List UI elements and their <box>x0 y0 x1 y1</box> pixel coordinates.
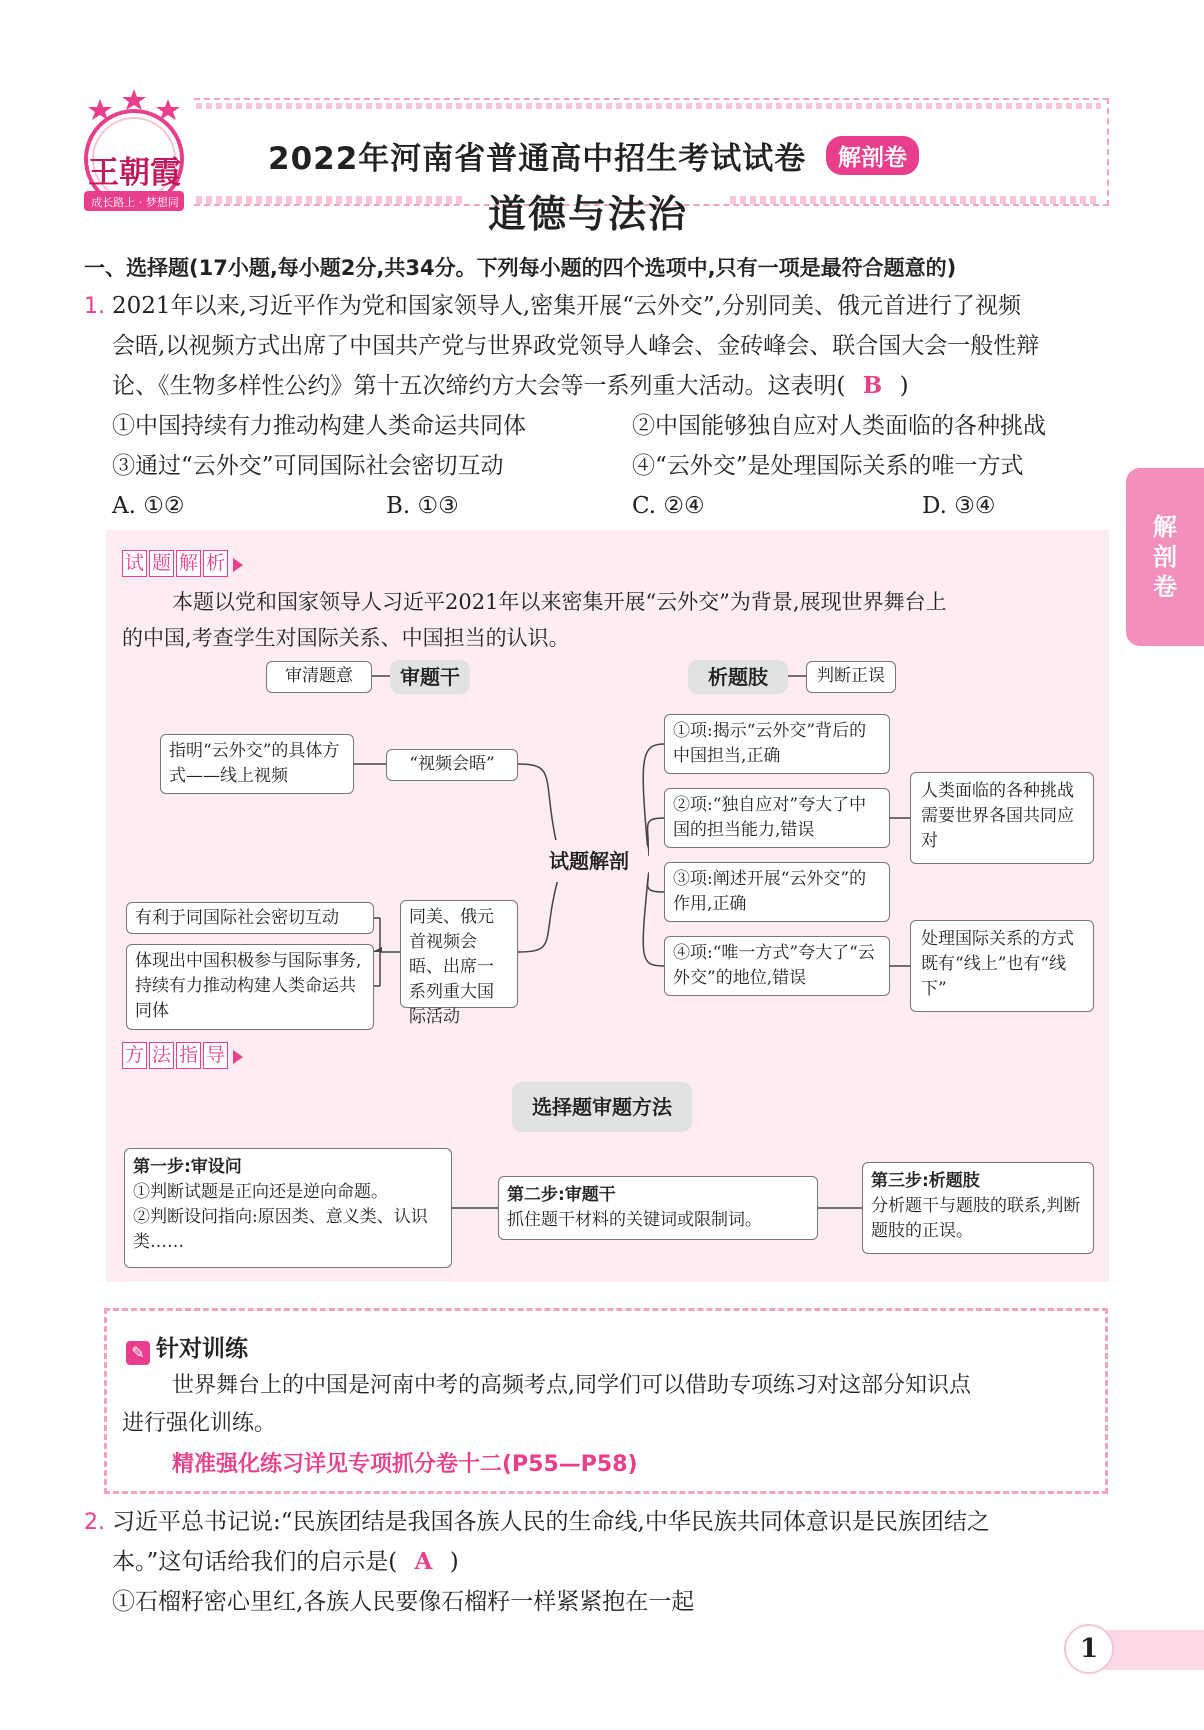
q1-option-3: ③通过“云外交”可同国际社会密切互动 <box>112 453 504 479</box>
map-option-4: ④项:“唯一方式”夸大了“云外交”的地位,错误 <box>664 936 890 996</box>
map-node-left-top-small: “视频会晤” <box>386 749 518 781</box>
map-note-4: 处理国际关系的方式既有“线上”也有“线下” <box>910 920 1094 1012</box>
method-title: 选择题审题方法 <box>512 1082 692 1132</box>
logo-sub: 成长路上 · 梦想同行 <box>91 196 179 225</box>
step-1-line: ②判断设问指向:原因类、意义类、认识类…… <box>133 1207 428 1252</box>
map-node-left-bottom-1: 有利于同国际社会密切互动 <box>126 902 374 934</box>
map-node-left-top-big: 指明“云外交”的具体方式——线上视频 <box>160 734 354 794</box>
question-number: 2. <box>84 1510 105 1535</box>
step-2-body: 抓住题干材料的关键词或限制词。 <box>507 1210 762 1230</box>
practice-title: 针对训练 <box>156 1336 248 1362</box>
question-number: 1. <box>84 294 105 319</box>
practice-heading <box>126 1330 248 1365</box>
section-heading: 一、选择题(17小题,每小题2分,共34分。下列每小题的四个选项中,只有一项是最符合题意的) <box>84 256 957 280</box>
q2-stem-line <box>112 1542 459 1582</box>
step-3-heading: 第三步:析题肢 <box>871 1171 980 1191</box>
map-node-left-mid: 同美、俄元首视频会晤、出席一系列重大国际活动 <box>400 900 518 1008</box>
q1-stem-text: 论、《生物多样性公约》第十五次缔约方大会等一系列重大活动。这表明( <box>112 373 846 399</box>
q1-choice-d: D. ③④ <box>922 493 996 519</box>
map-node-left-bottom-2: 体现出中国积极参与国际事务,持续有力推动构建人类命运共同体 <box>126 944 374 1030</box>
q2-paren-close: ) <box>449 1549 459 1575</box>
logo-text: 王朝霞 <box>88 155 181 191</box>
map-center: 试题解剖 <box>530 840 648 882</box>
tag-char: 方 <box>122 1042 147 1069</box>
label-understand-question: 审清题意 <box>266 661 372 693</box>
label-option-analysis: 析题肢 <box>688 660 788 694</box>
map-option-1: ①项:揭示“云外交”背后的中国担当,正确 <box>664 714 890 774</box>
tag-char: 析 <box>203 550 228 577</box>
method-tag <box>122 1042 243 1069</box>
method-step-3 <box>862 1162 1094 1254</box>
map-option-2: ②项:“独自应对”夸大了中国的担当能力,错误 <box>664 788 890 848</box>
step-1-line: ①判断试题是正向还是逆向命题。 <box>133 1182 388 1202</box>
q2-option-1: ①石榴籽密心里红,各族人民要像石榴籽一样紧紧抱在一起 <box>112 1589 695 1615</box>
map-note-2: 人类面临的各种挑战需要世界各国共同应对 <box>910 772 1094 864</box>
q1-choice-a: A. ①② <box>112 493 185 519</box>
exam-title: 2022年河南省普通高中招生考试试卷 <box>268 141 807 177</box>
tag-char: 法 <box>149 1042 174 1069</box>
q1-answer: B <box>862 372 883 399</box>
map-option-3: ③项:阐述开展“云外交”的作用,正确 <box>664 862 890 922</box>
method-step-1 <box>124 1148 452 1268</box>
page-number: 1 <box>1064 1624 1114 1674</box>
q2-stem-text: 本。”这句话给我们的启示是( <box>112 1549 398 1575</box>
label-stem-review: 审题干 <box>390 660 470 694</box>
q2-stem-line: 习近平总书记说:“民族团结是我国各族人民的生命线,中华民族共同体意识是民族团结之 <box>112 1509 990 1535</box>
analysis-intro: 的中国,考查学生对国际关系、中国担当的认识。 <box>122 626 570 650</box>
paper-type-badge: 解剖卷 <box>826 136 919 175</box>
tag-char: 指 <box>176 1042 201 1069</box>
subject-title: 道德与法治 <box>488 192 689 236</box>
pencil-icon: ✎ <box>126 1341 150 1365</box>
q1-option-1: ①中国持续有力推动构建人类命运共同体 <box>112 413 526 439</box>
q1-option-4: ④“云外交”是处理国际关系的唯一方式 <box>632 453 1024 479</box>
practice-text: 世界舞台上的中国是河南中考的高频考点,同学们可以借助专项练习对这部分知识点 <box>172 1373 971 1398</box>
tag-char: 题 <box>149 550 174 577</box>
practice-reference-link[interactable]: 精准强化练习详见专项抓分卷十二(P55—P58) <box>172 1452 638 1477</box>
step-1-heading: 第一步:审设问 <box>133 1157 242 1177</box>
side-tab-char: 卷 <box>1153 573 1177 601</box>
q1-stem-line: 2021年以来,习近平作为党和国家领导人,密集开展“云外交”,分别同美、俄元首进行了视频 <box>112 293 1021 319</box>
label-judge: 判断正误 <box>806 661 896 693</box>
method-step-2 <box>498 1176 818 1240</box>
step-2-heading: 第二步:审题干 <box>507 1185 616 1205</box>
q1-option-2: ②中国能够独自应对人类面临的各种挑战 <box>632 413 1046 439</box>
step-3-body: 分析题干与题肢的联系,判断题肢的正误。 <box>871 1196 1081 1241</box>
tag-char: 导 <box>203 1042 228 1069</box>
side-tab-char: 解 <box>1153 513 1177 541</box>
tag-char: 解 <box>176 550 201 577</box>
practice-text: 进行强化训练。 <box>122 1411 277 1436</box>
q2-answer: A <box>414 1548 433 1575</box>
triangle-arrow-icon <box>233 1050 243 1064</box>
analysis-intro: 本题以党和国家领导人习近平2021年以来密集开展“云外交”为背景,展现世界舞台上 <box>172 590 947 614</box>
q1-paren-close: ) <box>899 373 909 399</box>
q1-choice-c: C. ②④ <box>632 493 705 519</box>
tag-char: 试 <box>122 550 147 577</box>
q1-stem-line: 会晤,以视频方式出席了中国共产党与世界政党领导人峰会、金砖峰会、联合国大会一般性辩 <box>112 333 1040 359</box>
side-tab-char: 剖 <box>1153 543 1177 571</box>
q1-choice-b: B. ①③ <box>386 493 459 519</box>
